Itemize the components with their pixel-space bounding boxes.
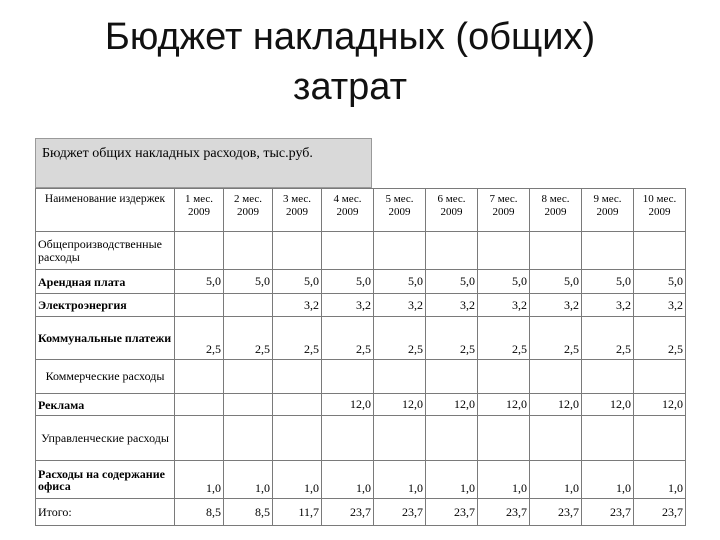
value-cell: 23,7: [374, 499, 426, 526]
section-label: Общепроизводственные расходы: [36, 232, 175, 270]
header-month-7: 7 мес. 2009: [478, 189, 530, 232]
empty-cell: [478, 416, 530, 461]
empty-cell: [478, 360, 530, 394]
value-cell: [224, 394, 273, 416]
value-cell: 5,0: [374, 270, 426, 294]
empty-cell: [582, 360, 634, 394]
value-cell: [273, 394, 322, 416]
empty-cell: [426, 416, 478, 461]
empty-cell: [273, 416, 322, 461]
value-cell: 12,0: [374, 394, 426, 416]
value-cell: 5,0: [273, 270, 322, 294]
empty-cell: [322, 416, 374, 461]
value-cell: 12,0: [322, 394, 374, 416]
row-power: [36, 294, 686, 317]
value-cell: 1,0: [374, 461, 426, 499]
section-row-general: [36, 232, 686, 270]
table-caption: Бюджет общих накладных расходов, тыс.руб.: [35, 138, 372, 188]
empty-cell: [426, 232, 478, 270]
value-cell: 12,0: [634, 394, 686, 416]
value-cell: 23,7: [634, 499, 686, 526]
header-month-6: 6 мес. 2009: [426, 189, 478, 232]
value-cell: 3,2: [273, 294, 322, 317]
header-month-3: 3 мес. 2009: [273, 189, 322, 232]
empty-cell: [530, 232, 582, 270]
empty-cell: [273, 360, 322, 394]
value-cell: 5,0: [478, 270, 530, 294]
value-cell: 5,0: [426, 270, 478, 294]
value-cell: 8,5: [175, 499, 224, 526]
row-utilities: [36, 317, 686, 360]
value-cell: 5,0: [175, 270, 224, 294]
section-label: Управленческие расходы: [36, 416, 175, 461]
value-cell: 3,2: [478, 294, 530, 317]
empty-cell: [175, 416, 224, 461]
value-cell: 1,0: [224, 461, 273, 499]
value-cell: 2,5: [634, 317, 686, 360]
empty-cell: [634, 416, 686, 461]
value-cell: 1,0: [582, 461, 634, 499]
value-cell: 3,2: [634, 294, 686, 317]
value-cell: 12,0: [478, 394, 530, 416]
value-cell: 1,0: [175, 461, 224, 499]
row-label: Электроэнергия: [36, 294, 175, 317]
value-cell: 2,5: [273, 317, 322, 360]
row-ads: [36, 394, 686, 416]
value-cell: 1,0: [273, 461, 322, 499]
header-month-10: 10 мес. 2009: [634, 189, 686, 232]
empty-cell: [322, 360, 374, 394]
row-total: [36, 499, 686, 526]
header-month-4: 4 мес. 2009: [322, 189, 374, 232]
row-rent: [36, 270, 686, 294]
value-cell: 12,0: [582, 394, 634, 416]
value-cell: 5,0: [322, 270, 374, 294]
empty-cell: [426, 360, 478, 394]
value-cell: 2,5: [175, 317, 224, 360]
value-cell: 8,5: [224, 499, 273, 526]
empty-cell: [478, 232, 530, 270]
value-cell: 23,7: [322, 499, 374, 526]
value-cell: 5,0: [224, 270, 273, 294]
value-cell: [175, 394, 224, 416]
value-cell: 12,0: [530, 394, 582, 416]
empty-cell: [175, 232, 224, 270]
empty-cell: [273, 232, 322, 270]
empty-cell: [224, 416, 273, 461]
value-cell: [175, 294, 224, 317]
value-cell: 3,2: [374, 294, 426, 317]
value-cell: 1,0: [634, 461, 686, 499]
value-cell: 23,7: [426, 499, 478, 526]
value-cell: [224, 294, 273, 317]
header-name-cell: Наименование издержек: [36, 189, 175, 232]
value-cell: 3,2: [530, 294, 582, 317]
row-office: [36, 461, 686, 499]
header-month-9: 9 мес. 2009: [582, 189, 634, 232]
value-cell: 5,0: [582, 270, 634, 294]
value-cell: 5,0: [530, 270, 582, 294]
value-cell: 1,0: [478, 461, 530, 499]
value-cell: 23,7: [478, 499, 530, 526]
empty-cell: [634, 232, 686, 270]
value-cell: 3,2: [582, 294, 634, 317]
value-cell: 2,5: [322, 317, 374, 360]
header-month-2: 2 мес. 2009: [224, 189, 273, 232]
value-cell: 5,0: [634, 270, 686, 294]
empty-cell: [582, 416, 634, 461]
value-cell: 23,7: [582, 499, 634, 526]
value-cell: 2,5: [530, 317, 582, 360]
empty-cell: [374, 360, 426, 394]
value-cell: 2,5: [224, 317, 273, 360]
section-label: Коммерческие расходы: [36, 360, 175, 394]
header-row: [36, 189, 686, 232]
empty-cell: [634, 360, 686, 394]
value-cell: 1,0: [322, 461, 374, 499]
header-month-1: 1 мес. 2009: [175, 189, 224, 232]
value-cell: 23,7: [530, 499, 582, 526]
title-line-1: Бюджет накладных (общих): [104, 16, 596, 58]
row-label: Арендная плата: [36, 270, 175, 294]
header-month-5: 5 мес. 2009: [374, 189, 426, 232]
row-label: Реклама: [36, 394, 175, 416]
value-cell: 1,0: [530, 461, 582, 499]
value-cell: 11,7: [273, 499, 322, 526]
section-row-management: [36, 416, 686, 461]
empty-cell: [374, 416, 426, 461]
value-cell: 1,0: [426, 461, 478, 499]
empty-cell: [530, 416, 582, 461]
empty-cell: [530, 360, 582, 394]
row-label: Коммунальные платежи: [36, 317, 175, 360]
empty-cell: [224, 232, 273, 270]
empty-cell: [224, 360, 273, 394]
section-row-commercial: [36, 360, 686, 394]
overhead-budget-table: [35, 188, 686, 526]
title-line-2: затрат: [293, 66, 407, 108]
header-month-8: 8 мес. 2009: [530, 189, 582, 232]
value-cell: 12,0: [426, 394, 478, 416]
empty-cell: [374, 232, 426, 270]
value-cell: 2,5: [374, 317, 426, 360]
value-cell: 2,5: [426, 317, 478, 360]
value-cell: 3,2: [322, 294, 374, 317]
empty-cell: [582, 232, 634, 270]
slide-title: [0, 12, 700, 112]
empty-cell: [175, 360, 224, 394]
row-label: Расходы на содержание офиса: [36, 461, 175, 499]
value-cell: 2,5: [582, 317, 634, 360]
empty-cell: [322, 232, 374, 270]
row-label: Итого:: [36, 499, 175, 526]
value-cell: 3,2: [426, 294, 478, 317]
value-cell: 2,5: [478, 317, 530, 360]
